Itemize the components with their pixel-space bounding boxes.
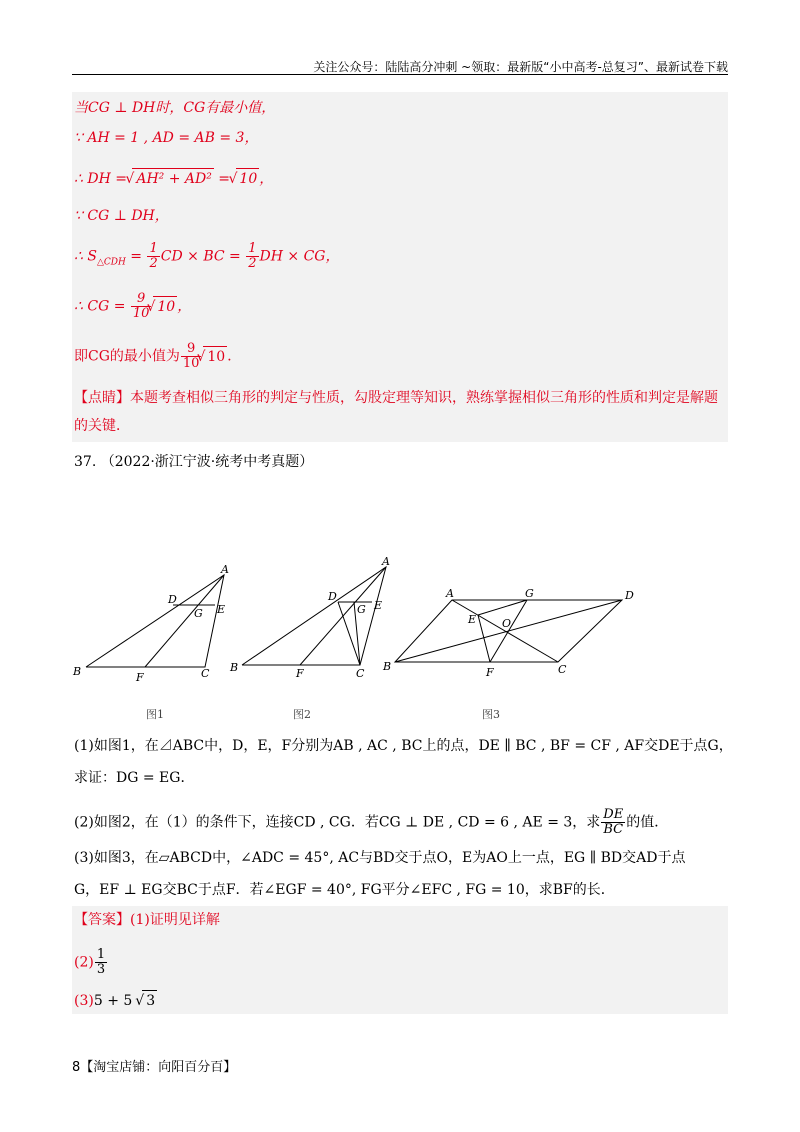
fig1-label-b: B bbox=[73, 665, 82, 678]
fig2-caption: 图2 bbox=[293, 708, 311, 721]
fig2-label-e: E bbox=[374, 599, 383, 612]
solution-line-4: ∵ CG ⊥ DH， bbox=[74, 208, 169, 224]
fig1-label-d: D bbox=[168, 593, 177, 606]
solution-line-7: 即CG的最小值为 $\frac{9}{10}$ √ 10 ． bbox=[74, 342, 241, 371]
answer-line-2: (2) $\frac{1}{3}$ bbox=[74, 947, 106, 977]
fig3-label-e: E bbox=[468, 613, 477, 626]
fig1-label-f: F bbox=[136, 671, 144, 684]
fig3-caption: 图3 bbox=[482, 708, 500, 721]
header-rule bbox=[72, 74, 728, 75]
figure-1 bbox=[86, 575, 224, 667]
fig3-label-o: O bbox=[502, 617, 512, 630]
fig3-label-g: G bbox=[525, 587, 534, 600]
fig1-label-e: E bbox=[217, 603, 226, 616]
answer-line-3: (3)5 + 5√ 3 bbox=[74, 990, 157, 1011]
answer-line-1: 【答案】(1)证明见详解 bbox=[74, 912, 220, 928]
fig2-label-d: D bbox=[328, 590, 337, 603]
tip-line-1: 【点睛】本题考查相似三角形的判定与性质，勾股定理等知识，熟练掌握相似三角形的性质和判定是解题 bbox=[74, 390, 718, 406]
fig2-label-f: F bbox=[296, 667, 304, 680]
fig1-label-g: G bbox=[194, 607, 203, 620]
problem-heading: 37. （2022·浙江宁波·统考中考真题） bbox=[74, 454, 314, 470]
page-header: 关注公众号：陆陆高分冲刺 ~领取：最新版“小中高考-总复习”、最新试卷下载 bbox=[313, 60, 728, 74]
solution-line-1: 当CG ⊥ DH时，CG有最小值， bbox=[74, 100, 276, 116]
fig1-label-a: A bbox=[221, 563, 229, 576]
fig3-label-c: C bbox=[558, 663, 567, 676]
fig3-label-d: D bbox=[625, 589, 634, 602]
question-2: (2)如图2，在（1）的条件下，连接CD , CG．若CG ⊥ DE , CD = 6 , AE = 3，求 $\frac{DE}{BC}$ 的值． bbox=[74, 807, 669, 837]
page-footer: 8【淘宝店铺：向阳百分百】 bbox=[72, 1060, 237, 1075]
question-1-line-a: (1)如图1，在⊿ABC中，D，E，F分别为AB , AC , BC上的点，DE ∥ BC , BF = CF , AF交DE于点G， bbox=[74, 738, 733, 754]
question-3-line-b: G，EF ⊥ EG交BC于点F．若∠EGF = 40°, FG平分∠EFC , FG = 10，求BF的长． bbox=[74, 882, 615, 898]
tip-line-2: 的关键． bbox=[74, 418, 130, 434]
solution-line-6: ∴ CG = $\frac{9}{10}$ √ 10 ， bbox=[74, 292, 191, 321]
solution-line-3: ∴ DH = √ AH² + AD² = √ 10 ， bbox=[74, 168, 273, 189]
question-1-line-b: 求证：DG = EG． bbox=[74, 770, 195, 786]
solution-line-2: ∵ AH = 1 , AD = AB = 3， bbox=[74, 130, 259, 146]
figure-3 bbox=[395, 600, 622, 662]
question-3-line-a: (3)如图3，在▱ABCD中，∠ADC = 45°, AC与BD交于点O，E为AO上一点，EG ∥ BD交AD于点 bbox=[74, 850, 686, 866]
figure-2 bbox=[242, 567, 386, 665]
fig3-label-b: B bbox=[383, 660, 392, 673]
fig3-label-f: F bbox=[486, 666, 494, 679]
solution-line-5: ∴ $S_{\triangle CDH}$ = $\frac{1}{2}$ CD × BC = $\frac{1}{2}$ DH × CG， bbox=[74, 241, 340, 271]
geometry-figures bbox=[70, 555, 730, 690]
fig1-label-c: C bbox=[201, 667, 210, 680]
fig1-caption: 图1 bbox=[146, 708, 164, 721]
fig2-label-a: A bbox=[382, 555, 390, 568]
fig2-label-g: G bbox=[357, 603, 366, 616]
fig2-label-b: B bbox=[230, 661, 239, 674]
fig3-label-a: A bbox=[446, 587, 454, 600]
fig2-label-c: C bbox=[356, 667, 365, 680]
